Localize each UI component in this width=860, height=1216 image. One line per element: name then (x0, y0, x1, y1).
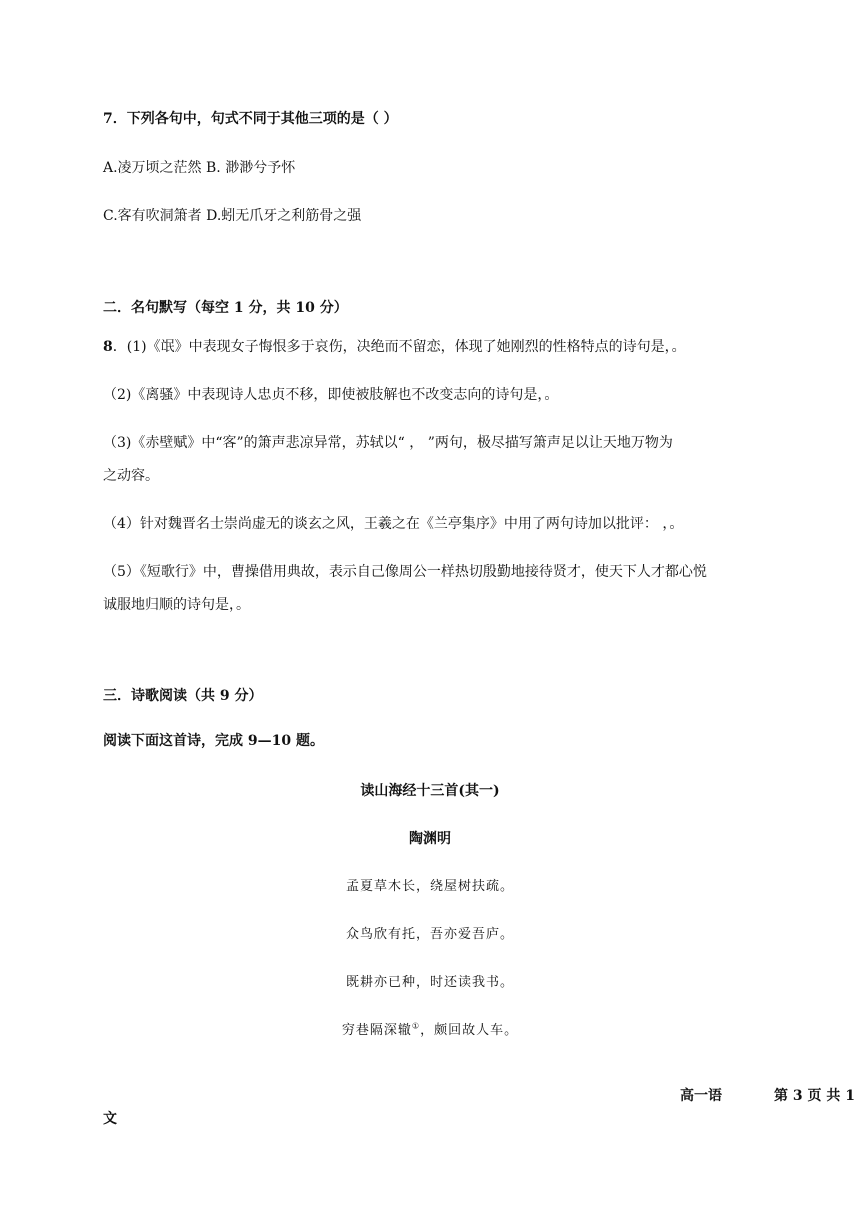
poem-line-4 (0, 1021, 860, 1041)
footnote-marker: ① (411, 1021, 421, 1031)
section-2-heading: 二．名句默写（每空 1 分，共 10 分） (103, 300, 348, 316)
q7-options-ab: A.凌万顷之茫然 B. 渺渺兮予怀 (103, 160, 296, 176)
q8-part-2: （2)《离骚》中表现诗人忠贞不移，即使被肢解也不改变志向的诗句是，。 (103, 387, 559, 403)
q8-part-3-line2: 之动容。 (103, 468, 159, 484)
poem-line-2: 众鸟欣有托，吾亦爱吾庐。 (345, 927, 514, 942)
section-3-instruction: 阅读下面这首诗，完成 9—10 题。 (103, 733, 324, 749)
q8-part-4: （4）针对魏晋名士崇尚虚无的谈玄之风，王羲之在《兰亭集序》中用了两句诗加以批评： ，。 (103, 516, 684, 532)
q8-part-5-line1: （5）《短歌行》中，曹操借用典故，表示自己像周公一样热切殷勤地接待贤才，使天下人才都心悦 (103, 564, 707, 580)
q8-part-3-line1: （3)《赤壁赋》中“客”的箫声悲凉异常，苏轼以“ ， ”两句，极尽描写箫声足以让天地万物为 (103, 435, 673, 451)
poem-line-4-second-half: ，颇回故人车。 (420, 1023, 519, 1038)
poem-line-1: 孟夏草木长，绕屋树扶疏。 (345, 879, 514, 894)
footer-page-info: 第 3 页 共 1 (774, 1088, 855, 1104)
section-3-heading: 三．诗歌阅读（共 9 分） (103, 688, 263, 704)
q8-number: 8 (103, 339, 113, 355)
q7-options-cd: C.客有吹洞箫者 D.蚓无爪牙之利筋骨之强 (103, 208, 362, 224)
q8-part-1 (103, 337, 686, 357)
footer-subject-wrap: 文 (103, 1111, 117, 1127)
poem-line-4-first-half: 穷巷隔深辙 (341, 1023, 412, 1038)
q8-part-1-text: ．(1)《氓》中表现女子悔恨多于哀伤，决绝而不留恋，体现了她刚烈的性格特点的诗句是，。 (112, 339, 686, 355)
q7-stem: 7．下列各句中，句式不同于其他三项的是（ ） (103, 111, 398, 127)
poem-line-3: 既耕亦已种，时还读我书。 (345, 975, 514, 990)
poem-author: 陶渊明 (409, 831, 451, 847)
poem-title: 读山海经十三首(其一) (360, 783, 500, 799)
q8-part-5-line2: 诚服地归顺的诗句是，。 (103, 597, 250, 613)
footer-subject: 高一语 (680, 1088, 722, 1104)
